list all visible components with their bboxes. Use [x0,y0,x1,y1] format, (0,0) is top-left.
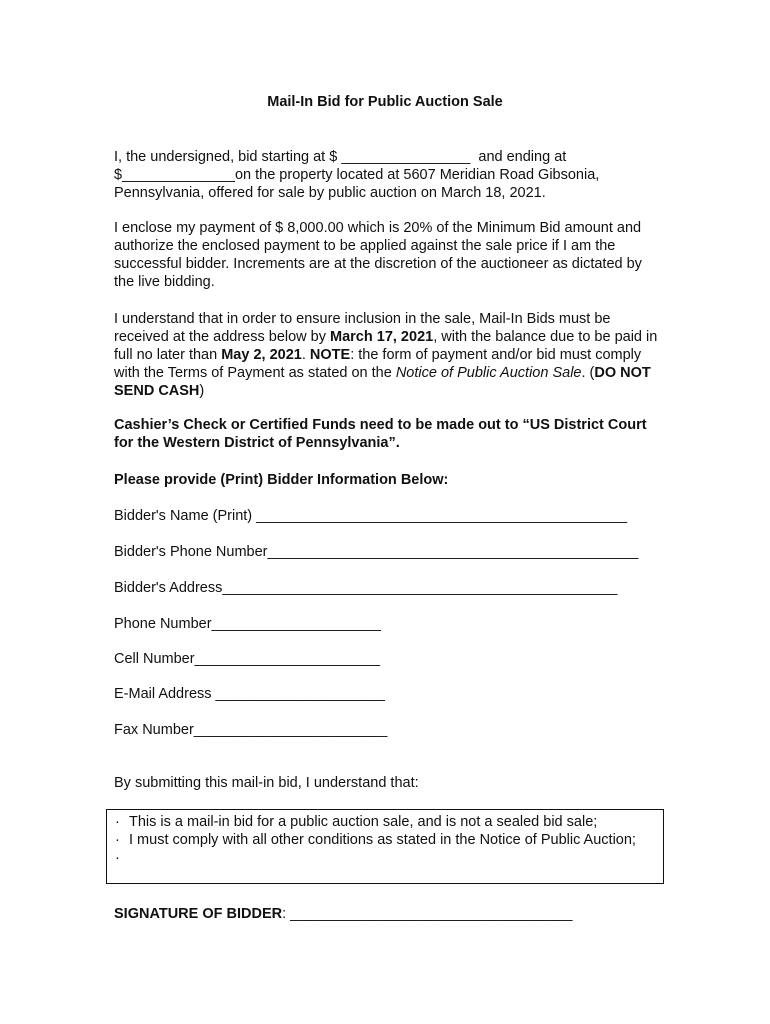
phone-number-field[interactable]: Phone Number_____________________ [114,616,381,632]
acknowledgement-text: By submitting this mail-in bid, I understand that: [114,775,419,791]
signature-label: SIGNATURE OF BIDDER [114,906,283,922]
condition-item [115,813,663,831]
document-title: Mail-In Bid for Public Auction Sale [267,94,503,110]
balance-due-date: May 2, 2021 [221,347,302,363]
condition-text: I must comply with all other conditions as stated in the Notice of Public Auction; [129,832,636,848]
conditions-box [106,809,664,884]
notice-title-reference: Notice of Public Auction Sale [395,365,582,381]
bidder-phone-field[interactable]: Bidder's Phone Number______________________________________________ [114,544,639,560]
deadline-text-4: : the form of payment and/or bid must comply with the Terms of Payment as stated on the [114,347,642,381]
deadline-text-1: I understand that in order to ensure inclusion in the sale, Mail-In Bids must be received at the address below by [114,311,611,345]
deadline-date: March 17, 2021 [330,329,434,345]
bid-range-paragraph [114,148,659,202]
deadline-text-6: ) [199,383,205,399]
cell-number-field[interactable]: Cell Number_______________________ [114,651,381,667]
fax-number-field[interactable]: Fax Number________________________ [114,722,388,738]
condition-item [115,831,663,849]
bullet-icon: · [115,832,120,848]
deadline-text-3: . [301,347,310,363]
signature-blank[interactable]: : ___________________________________ [282,906,573,922]
payment-paragraph: I enclose my payment of $ 8,000.00 which is 20% of the Minimum Bid amount and authorize the enclosed payment to be applied against the sale price if I am the successful bidder. Increments are at the discretion of the auctioneer as dictated by the live bidding. [114,220,642,290]
bid-range-line-3: Pennsylvania, offered for sale by public auction on March 18, 2021. [114,185,546,201]
bid-range-line-2: $______________on the property located at 5607 Meridian Road Gibsonia, [114,167,600,183]
signature-line[interactable] [114,905,572,923]
email-address-field[interactable]: E-Mail Address _____________________ [114,686,385,702]
deadline-text-2: , with the balance due to be paid in full no later than [114,329,658,363]
note-label: NOTE [309,347,351,363]
bidder-name-field[interactable]: Bidder's Name (Print) ______________________________________________ [114,508,628,524]
deadline-text-5: . ( [581,365,595,381]
payee-instruction: Cashier’s Check or Certified Funds need to be made out to “US District Court for the Western District of Pennsylvania”. [114,417,647,451]
bidder-address-field[interactable]: Bidder's Address_________________________________________________ [114,580,618,596]
bullet-icon: · [115,814,120,830]
condition-item [115,849,663,867]
bidder-info-heading: Please provide (Print) Bidder Information Below: [114,472,449,488]
bullet-icon: · [115,850,120,866]
condition-text: This is a mail-in bid for a public auction sale, and is not a sealed bid sale; [129,814,598,830]
deadline-paragraph [114,310,659,400]
bid-range-line-1: I, the undersigned, bid starting at $ ________________ and ending at [114,149,567,165]
no-cash-warning: DO NOT SEND CASH [114,365,651,399]
